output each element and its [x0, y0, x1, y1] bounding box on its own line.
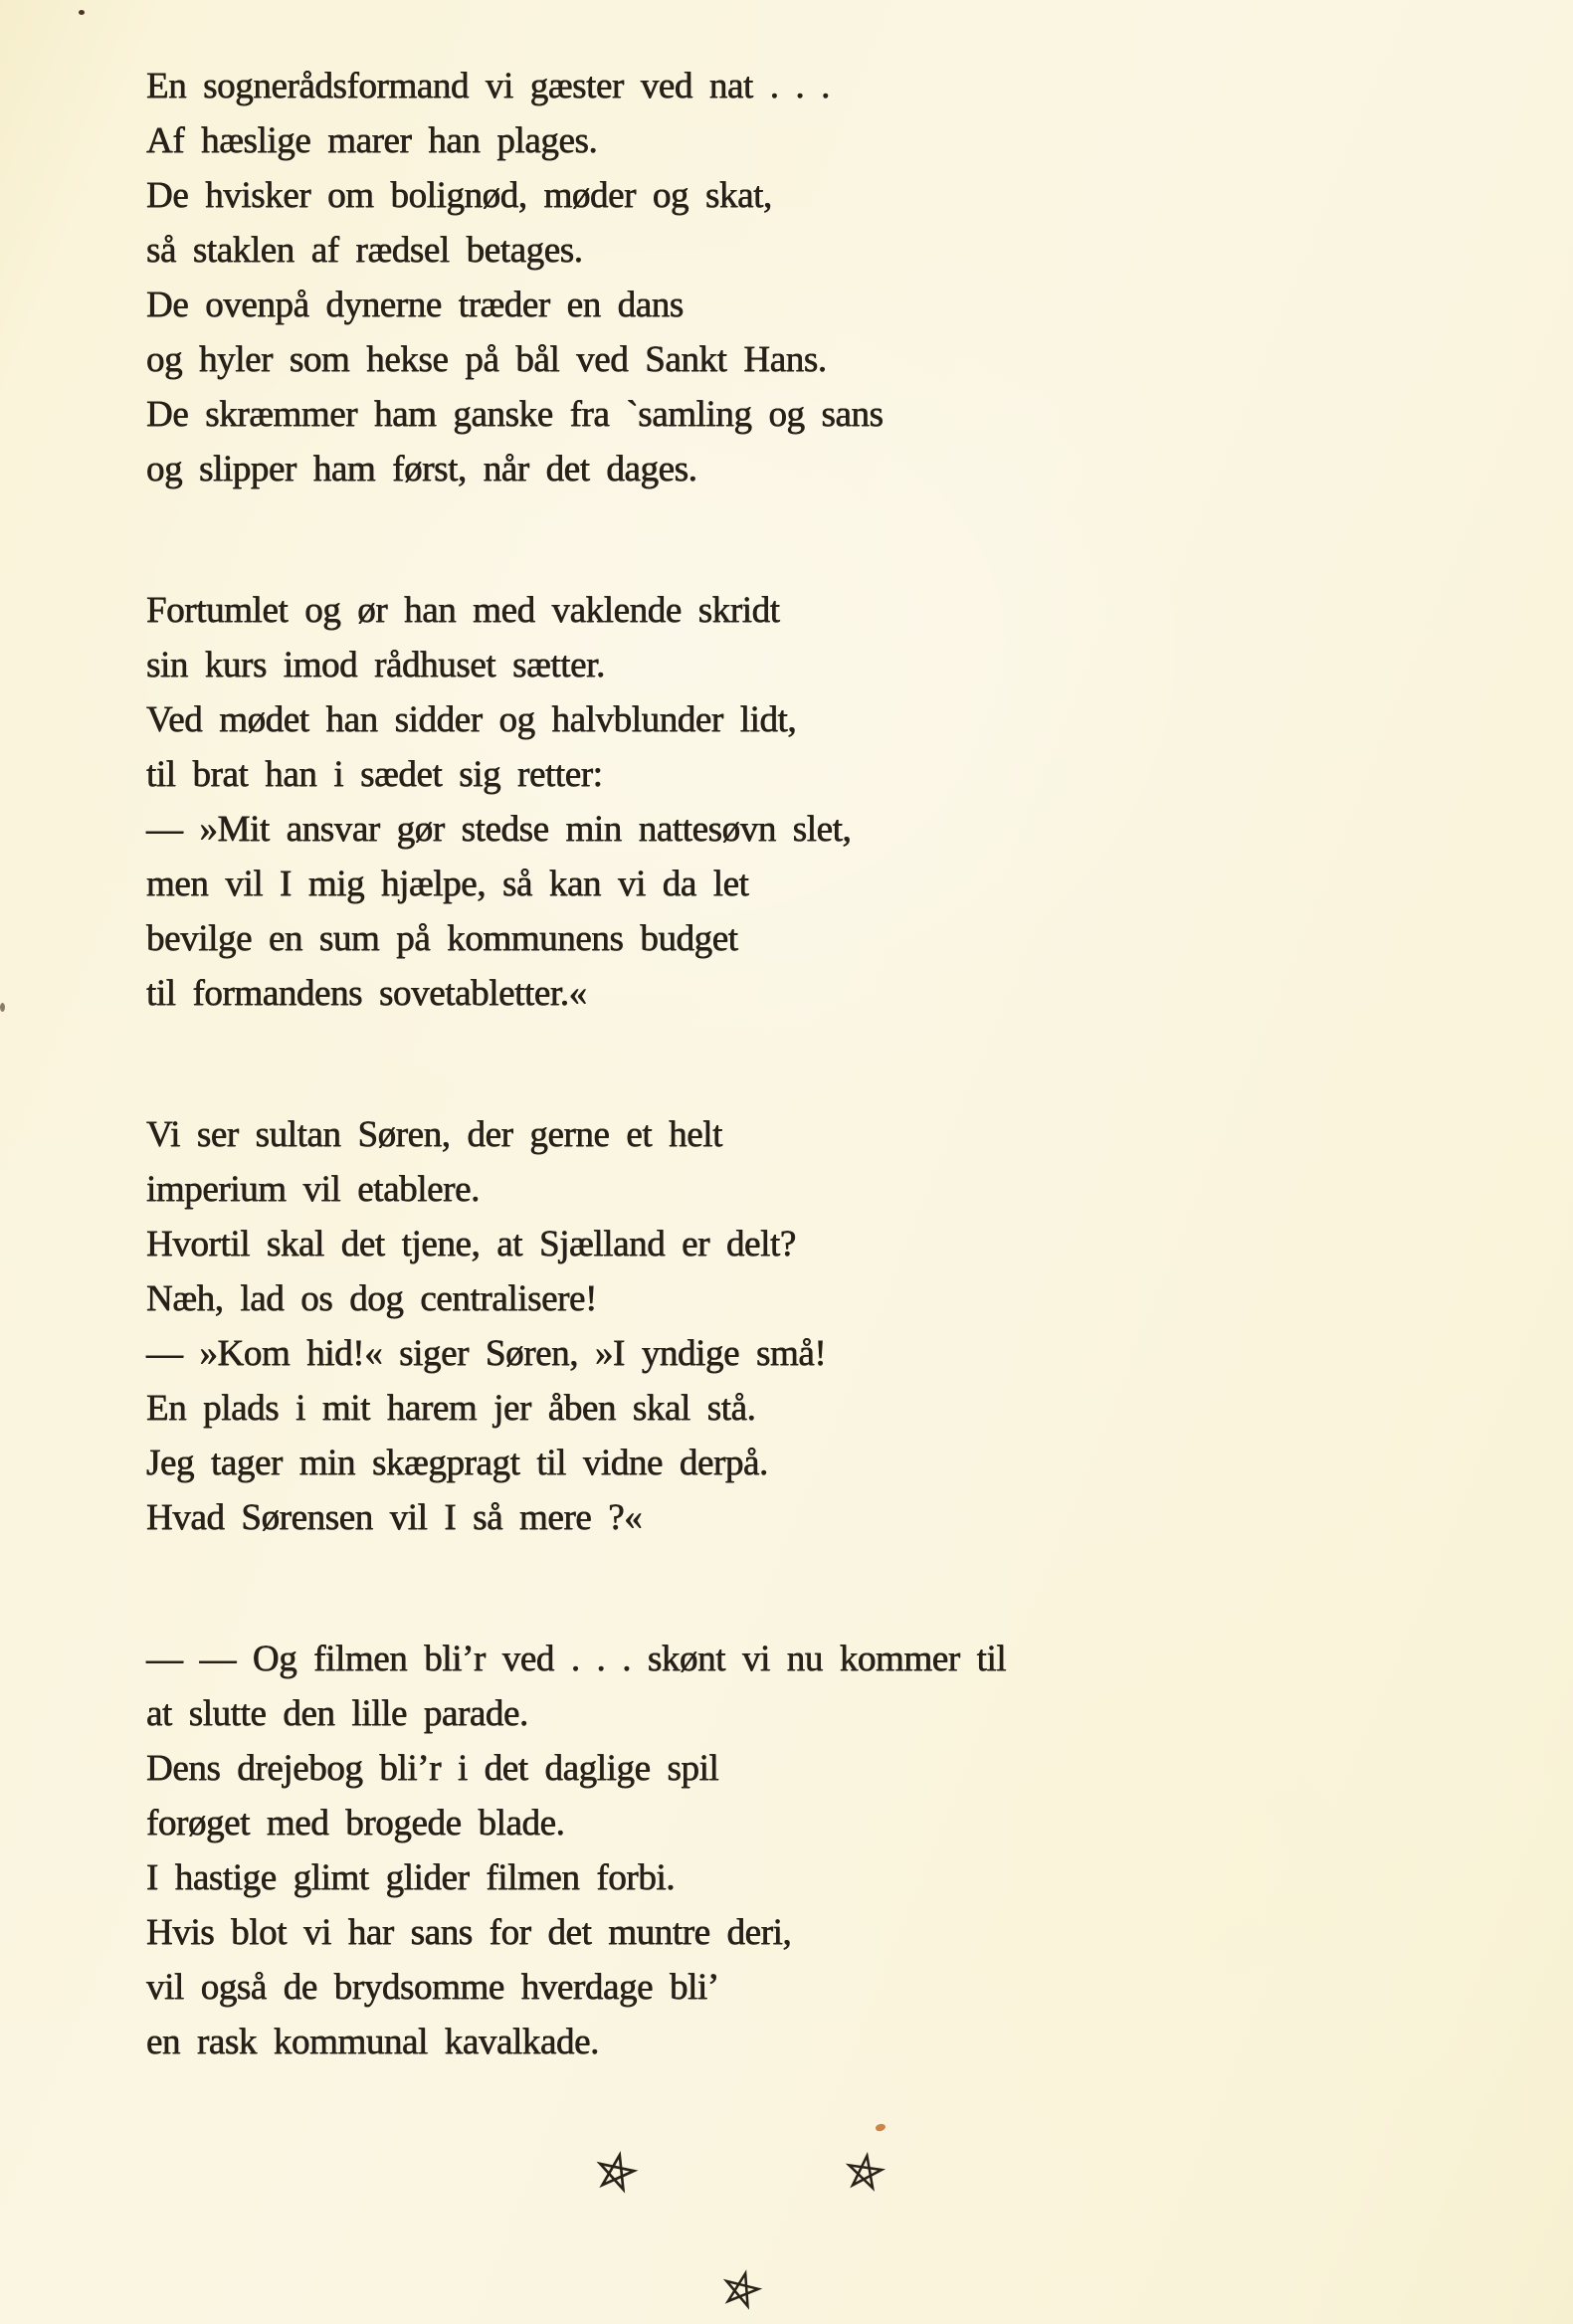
- poem-line: — »Mit ansvar gør stedse min nattesøvn slet,: [146, 809, 852, 850]
- poem-line: De ovenpå dynerne træder en dans: [146, 285, 684, 325]
- poem-line: De hvisker om bolignød, møder og skat,: [146, 175, 772, 216]
- poem-line: Vi ser sultan Søren, der gerne et helt: [146, 1114, 723, 1155]
- poem-line: vil også de brydsomme hverdage bli’: [146, 1967, 719, 2008]
- poem-line: til brat han i sædet sig retter:: [146, 754, 603, 795]
- poem-line: at slutte den lille parade.: [146, 1693, 528, 1734]
- poem-line: En plads i mit harem jer åben skal stå.: [146, 1388, 756, 1429]
- poem-line: Ved mødet han sidder og halvblunder lidt,: [146, 699, 797, 740]
- poem-line: — — Og filmen bli’r ved . . . skønt vi nu kommer til: [146, 1639, 1007, 1679]
- poem-line: en rask kommunal kavalkade.: [146, 2022, 599, 2062]
- poem-line: Hvortil skal det tjene, at Sjælland er delt?: [146, 1224, 796, 1264]
- poem-line: Dens drejebog bli’r i det daglige spil: [146, 1748, 719, 1789]
- ink-speck: [79, 10, 85, 15]
- pentagram-star-icon: [593, 2149, 638, 2196]
- poem-line: Hvad Sørensen vil I så mere ?«: [146, 1497, 643, 1538]
- poem-line: sin kurs imod rådhuset sætter.: [146, 645, 605, 685]
- poem-line: Hvis blot vi har sans for det muntre deri,: [146, 1912, 792, 1953]
- pentagram-star-icon: [719, 2268, 763, 2312]
- poem-line: I hastige glimt glider filmen forbi.: [146, 1857, 676, 1898]
- poem-line: Fortumlet og ør han med vaklende skridt: [146, 590, 780, 631]
- poem-line: til formandens sovetabletter.«: [146, 973, 587, 1014]
- poem-line: og hyler som hekse på bål ved Sankt Hans.: [146, 339, 827, 380]
- poem-line: så staklen af rædsel betages.: [146, 230, 583, 271]
- poem-line: Jeg tager min skægpragt til vidne derpå.: [146, 1443, 768, 1483]
- ink-speck: [0, 1003, 5, 1012]
- poem-line: forøget med brogede blade.: [146, 1803, 565, 1843]
- stanza: [146, 59, 1513, 496]
- poem-line: — »Kom hid!« siger Søren, »I yndige små!: [146, 1333, 827, 1374]
- poem-line: bevilge en sum på kommunens budget: [146, 918, 738, 959]
- stanza: [146, 1107, 1513, 1545]
- poem-line: Af hæslige marer han plages.: [146, 120, 598, 161]
- stanza: [146, 583, 1513, 1021]
- poem-line: De skræmmer ham ganske fra ˋsamling og sans: [146, 394, 884, 435]
- poem-line: En sognerådsformand vi gæster ved nat . . .: [146, 66, 830, 106]
- pentagram-star-icon: [845, 2152, 885, 2195]
- poem-line: men vil I mig hjælpe, så kan vi da let: [146, 864, 749, 904]
- poem-line: Næh, lad os dog centralisere!: [146, 1278, 597, 1319]
- stanza: [146, 1632, 1513, 2069]
- poem: [146, 59, 1513, 2156]
- poem-line: imperium vil etablere.: [146, 1169, 480, 1210]
- poem-line: og slipper ham først, når det dages.: [146, 449, 697, 489]
